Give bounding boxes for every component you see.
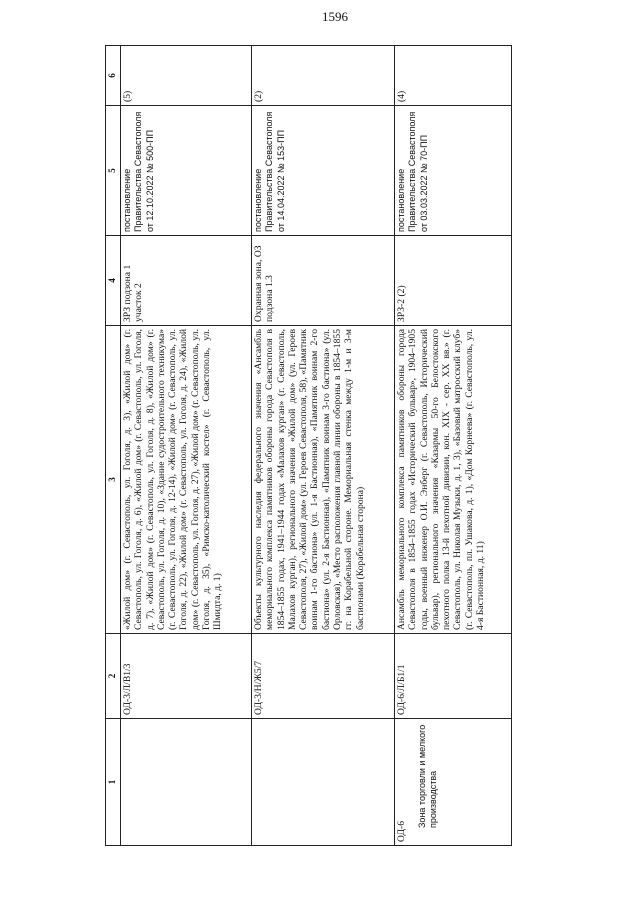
document-cell: постановление Правительства Севастополя от 14.04.2022 № 153-ПП — [252, 106, 395, 236]
header-col-6: 6 — [106, 46, 121, 106]
zone-cell — [121, 719, 252, 846]
document-cell: постановление Правительства Севастополя от 12.10.2022 № 500-ПП — [121, 106, 252, 236]
protection-zone-cell: ЗРЗ подзона 1 участок 2 — [121, 236, 252, 326]
header-col-5: 5 — [106, 106, 121, 236]
note-cell: (2) — [252, 46, 395, 106]
objects-cell: Ансамбль мемориального комплекса памятников обороны города Севастополя в 1854–1855 годах «Исторический бульвар», 1904–1905 годы, военный инженер О.И. Энберг (г. Севастополь, Исторический бульвар), регионального значения «Казармы 50-го Белостокского пехотного полка 13-й пехотной дивизии, кон. XIX - сер. XX вв.» (г. Севастополь, ул. Николая Музыки, д. 1, 3), «Базовый матросский клуб» (г. Севастополь, пл. Ушакова, д. 1), «Дом Корнеева» (г. Севастополь, ул. 4-я Бастионная, д. 11) — [395, 326, 512, 634]
protection-zone-cell: Охранная зона, ОЗ подзона 1.3 — [252, 236, 395, 326]
header-col-1: 1 — [106, 719, 121, 846]
table-row — [121, 46, 252, 846]
code-cell: ОД-3/Н/Ж5/7 — [252, 634, 395, 719]
code-cell: ОД-3/Л/В1/3 — [121, 634, 252, 719]
code-cell: ОД-6/Л/Б1/1 — [395, 634, 512, 719]
zone-code: ОД-6 — [396, 821, 407, 842]
header-col-4: 4 — [106, 236, 121, 326]
objects-cell: «Жилой дом» (г. Севастополь, ул. Гоголя, д. 3), «Жилой дом» (г. Севастополь, ул. Гоголя, д. 6), «Жилой дом» (г. Севастополь, ул. Гоголя, д. 7), «Жилой дом» (г. Севастополь, ул. Гоголя, д. 8), «Жилой дом» (г. Севастополь, ул. Гоголя, д. 10), «Здание судостроительного техникума» (г. Севастополь, ул. Гоголя, д. 12-14), «Жилой дом» (г. Севастополь, ул. Гоголя, д. 22), «Жилой дом» (г. Севастополь, ул. Гоголя, д. 24), «Жилой дом» (г. Севастополь, ул. Гоголя, д. 27), «Жилой дом» (г. Севастополь, ул. Гоголя, д. 35), «Римско-католический костел» (г. Севастополь, ул. Шмидта, д. 1) — [121, 326, 252, 634]
rotated-table-container — [105, 46, 515, 846]
note-cell: (4) — [395, 46, 512, 106]
header-col-3: 3 — [106, 326, 121, 634]
table-row — [252, 46, 395, 846]
header-row — [106, 46, 121, 846]
objects-cell: Объекты культурного наследия федерального значения «Ансамбль мемориального комплекса памятников обороны города Севастополя в 1854–1855 годах, 1941–1944 годах «Малахов курган» (г. Севастополь, Малахов курган), регионального значения «Жилой дом» (ул. Героев Севастополя, 27), «Жилой дом» (ул. Героев Севастополя, 58), «Памятник воинам 1-го бастиона» (ул. 1-я Бастионная), «Памятник воинам 2-го бастиона» (ул. 2-я Бастионная), «Памятник воинам 3-го бастиона» (ул. Орловская), «Место расположения главной линии обороны в 1854–1855 гг. на Корабельной стороне. Мемориальная стенка между 1-м и 3-м бастионами (Корабельная сторона) — [252, 326, 395, 634]
page-number: 1596 — [322, 9, 348, 24]
header-col-2: 2 — [106, 634, 121, 719]
table-row — [395, 46, 512, 846]
zone-cell — [252, 719, 395, 846]
document-cell: постановление Правительства Севастополя от 03.03.2022 № 70-ПП — [395, 106, 512, 236]
zone-name: Зона торговли и мелкого производства — [417, 724, 439, 828]
zones-table — [105, 45, 512, 846]
zone-cell — [395, 719, 512, 846]
protection-zone-cell: ЗРЗ-2 (2) — [395, 236, 512, 326]
note-cell: (5) — [121, 46, 252, 106]
